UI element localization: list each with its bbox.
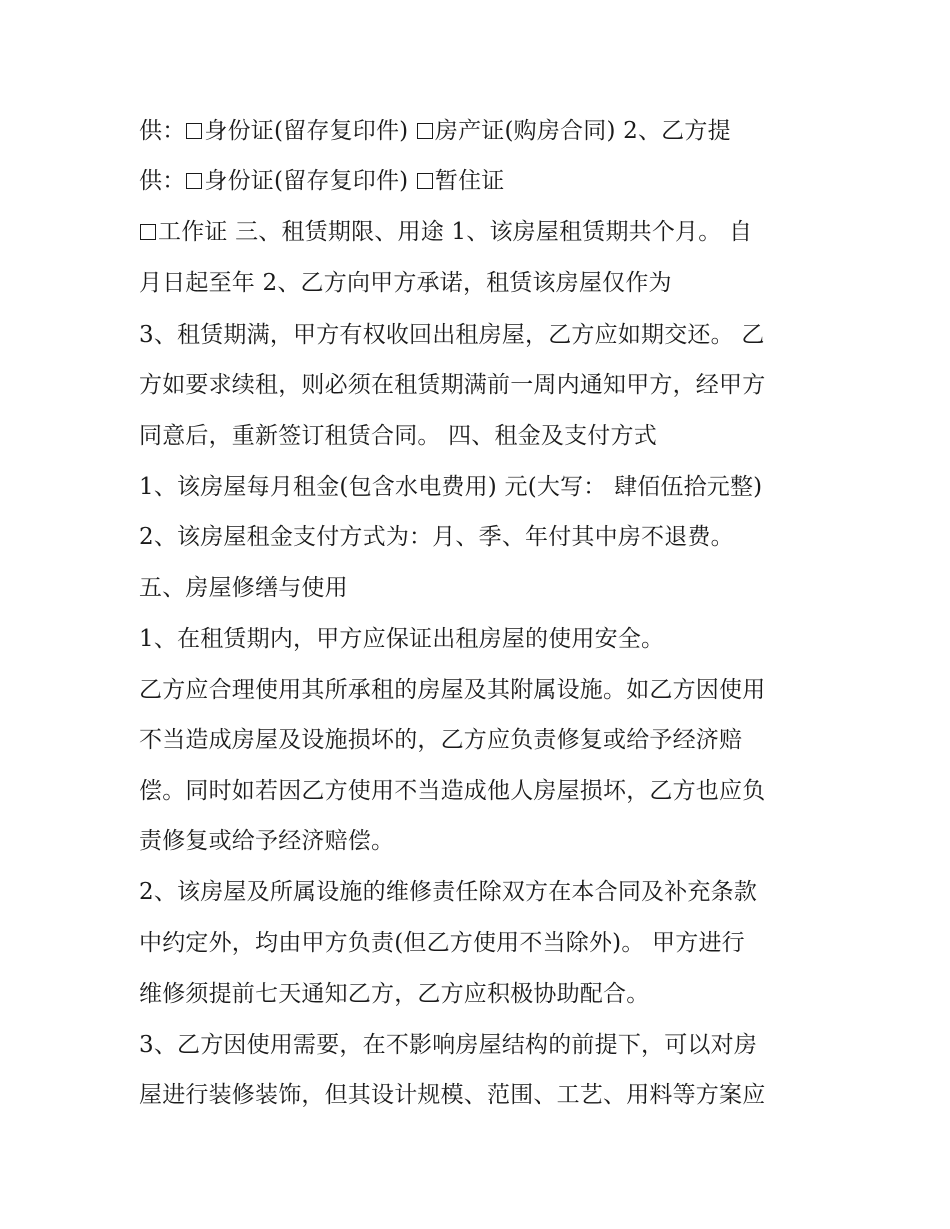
text-segment: 1、该房屋每月租金(包含水电费用) 元(大写： 肆佰伍拾元整): [139, 474, 763, 500]
text-line: [139, 522, 839, 552]
text-line: [139, 675, 839, 705]
text-line: [139, 826, 839, 856]
text-segment: 方如要求续租，则必须在租赁期满前一周内通知甲方，经甲方: [139, 372, 766, 398]
text-segment: 3、租赁期满，甲方有权收回出租房屋，乙方应如期交还。 乙: [139, 322, 765, 348]
text-line: [139, 472, 839, 502]
text-line: [139, 116, 839, 146]
text-segment: 月日起至年 2、乙方向甲方承诺，租赁该房屋仅作为: [139, 270, 672, 296]
text-line: [139, 776, 839, 806]
text-line: [139, 624, 839, 654]
text-segment: 维修须提前七天通知乙方，乙方应积极协助配合。: [139, 981, 650, 1007]
checkbox-icon: [140, 224, 156, 240]
text-segment: 身份证(留存复印件): [204, 168, 416, 194]
text-segment: 工作证 三、租赁期限、用途 1、该房屋租赁期共个月。 自: [158, 219, 753, 245]
text-segment: 暂住证: [434, 168, 505, 194]
text-line: [139, 421, 839, 451]
text-segment: 供：: [139, 118, 186, 144]
text-segment: 2、该房屋租金支付方式为：月、季、年付其中房不退费。: [139, 524, 734, 550]
checkbox-icon: [417, 123, 433, 139]
text-segment: 五、房屋修缮与使用: [139, 575, 348, 601]
text-segment: 同意后，重新签订租赁合同。 四、租金及支付方式: [139, 423, 657, 449]
text-segment: 偿。同时如若因乙方使用不当造成他人房屋损坏，乙方也应负: [139, 778, 766, 804]
text-line: [139, 1030, 839, 1060]
text-segment: 乙方应合理使用其所承租的房屋及其附属设施。如乙方因使用: [139, 677, 766, 703]
text-segment: 3、乙方因使用需要，在不影响房屋结构的前提下，可以对房: [139, 1032, 758, 1058]
text-line: [139, 1080, 839, 1110]
text-line: [139, 877, 839, 907]
text-line: [139, 928, 839, 958]
text-segment: 1、在租赁期内，甲方应保证出租房屋的使用安全。: [139, 626, 665, 652]
text-segment: 责修复或给予经济赔偿。: [139, 828, 395, 854]
text-line: [139, 217, 839, 247]
text-line: [139, 320, 839, 350]
text-line: [139, 370, 839, 400]
text-line: [139, 166, 839, 196]
text-line: [139, 573, 839, 603]
checkbox-icon: [186, 123, 202, 139]
checkbox-icon: [417, 173, 433, 189]
text-segment: 身份证(留存复印件): [204, 118, 416, 144]
text-line: [139, 979, 839, 1009]
text-segment: 不当造成房屋及设施损坏的，乙方应负责修复或给予经济赔: [139, 727, 743, 753]
checkbox-icon: [186, 173, 202, 189]
text-segment: 屋进行装修装饰，但其设计规模、范围、工艺、用料等方案应: [139, 1082, 766, 1108]
text-segment: 2、该房屋及所属设施的维修责任除双方在本合同及补充条款: [139, 879, 758, 905]
text-line: [139, 725, 839, 755]
text-segment: 供：: [139, 168, 186, 194]
text-segment: 房产证(购房合同) 2、乙方提: [434, 118, 731, 144]
text-segment: 中约定外，均由甲方负责(但乙方使用不当除外)。 甲方进行: [139, 930, 745, 956]
text-line: [139, 268, 839, 298]
